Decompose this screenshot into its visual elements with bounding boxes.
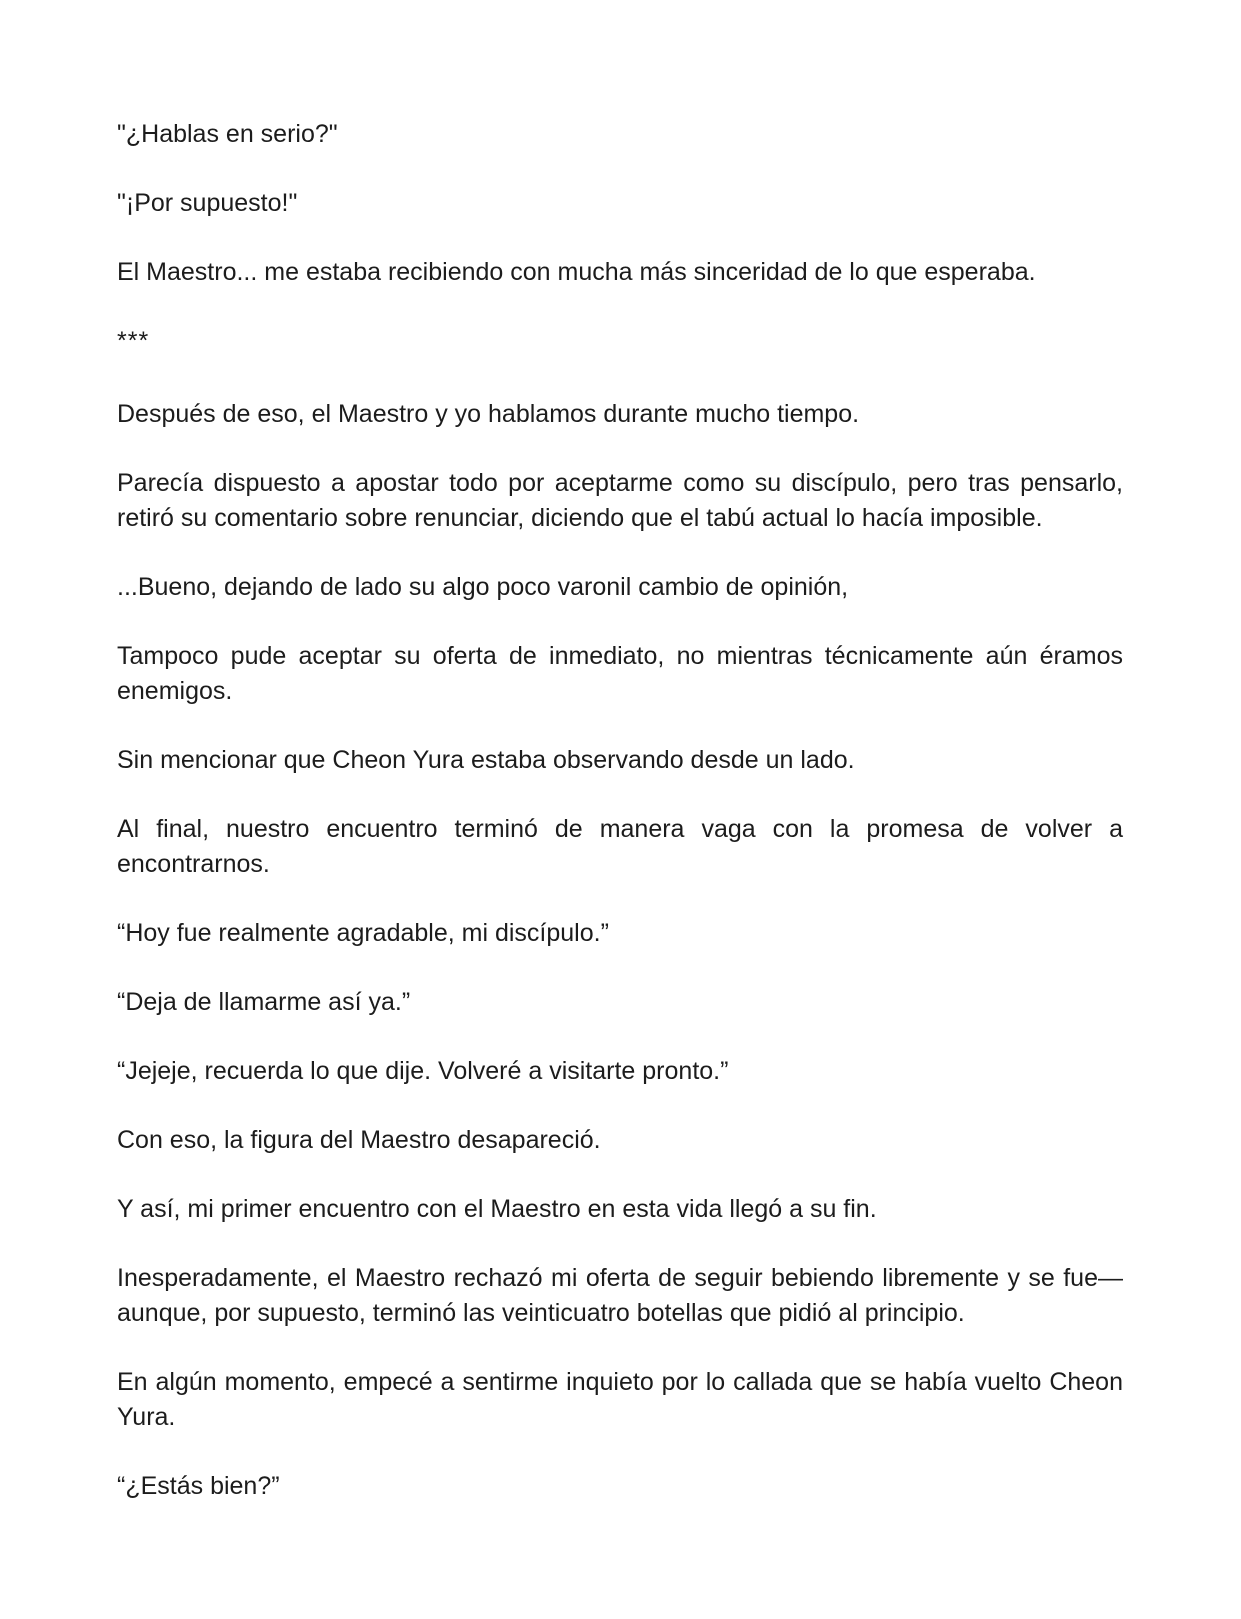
paragraph-narration-5: Tampoco pude aceptar su oferta de inmediato, no mientras técnicamente aún éramos enemigos. (117, 642, 1123, 705)
paragraph-narration-10: Inesperadamente, el Maestro rechazó mi oferta de seguir bebiendo libremente y se fue—aunque, por supuesto, terminó las veinticuatro botellas que pidió al principio. (117, 1264, 1123, 1327)
paragraph-dialogue-6: “¿Estás bien?” (117, 1472, 280, 1500)
paragraph-dialogue-5: “Jejeje, recuerda lo que dije. Volveré a visitarte pronto.” (117, 1057, 729, 1085)
paragraph-narration-3: Parecía dispuesto a apostar todo por aceptarme como su discípulo, pero tras pensarlo, retiró su comentario sobre renunciar, diciendo que el tabú actual lo hacía imposible. (117, 469, 1123, 532)
document-body (117, 117, 1123, 1538)
paragraph-narration-1: El Maestro... me estaba recibiendo con mucha más sinceridad de lo que esperaba. (117, 258, 1036, 286)
paragraph-narration-4: ...Bueno, dejando de lado su algo poco varonil cambio de opinión, (117, 573, 849, 601)
paragraph-narration-11: En algún momento, empecé a sentirme inquieto por lo callada que se había vuelto Cheon Yura. (117, 1368, 1123, 1431)
paragraph-dialogue-3: “Hoy fue realmente agradable, mi discípulo.” (117, 919, 609, 947)
paragraph-dialogue-1: "¿Hablas en serio?" (117, 120, 338, 148)
scene-separator: *** (117, 327, 150, 355)
paragraph-narration-2: Después de eso, el Maestro y yo hablamos durante mucho tiempo. (117, 400, 860, 428)
paragraph-narration-8: Con eso, la figura del Maestro desapareció. (117, 1126, 601, 1154)
paragraph-dialogue-2: "¡Por supuesto!" (117, 189, 298, 217)
paragraph-narration-9: Y así, mi primer encuentro con el Maestro en esta vida llegó a su fin. (117, 1195, 877, 1223)
paragraph-dialogue-4: “Deja de llamarme así ya.” (117, 988, 411, 1016)
paragraph-narration-7: Al final, nuestro encuentro terminó de manera vaga con la promesa de volver a encontrarnos. (117, 815, 1123, 878)
paragraph-narration-6: Sin mencionar que Cheon Yura estaba observando desde un lado. (117, 746, 855, 774)
